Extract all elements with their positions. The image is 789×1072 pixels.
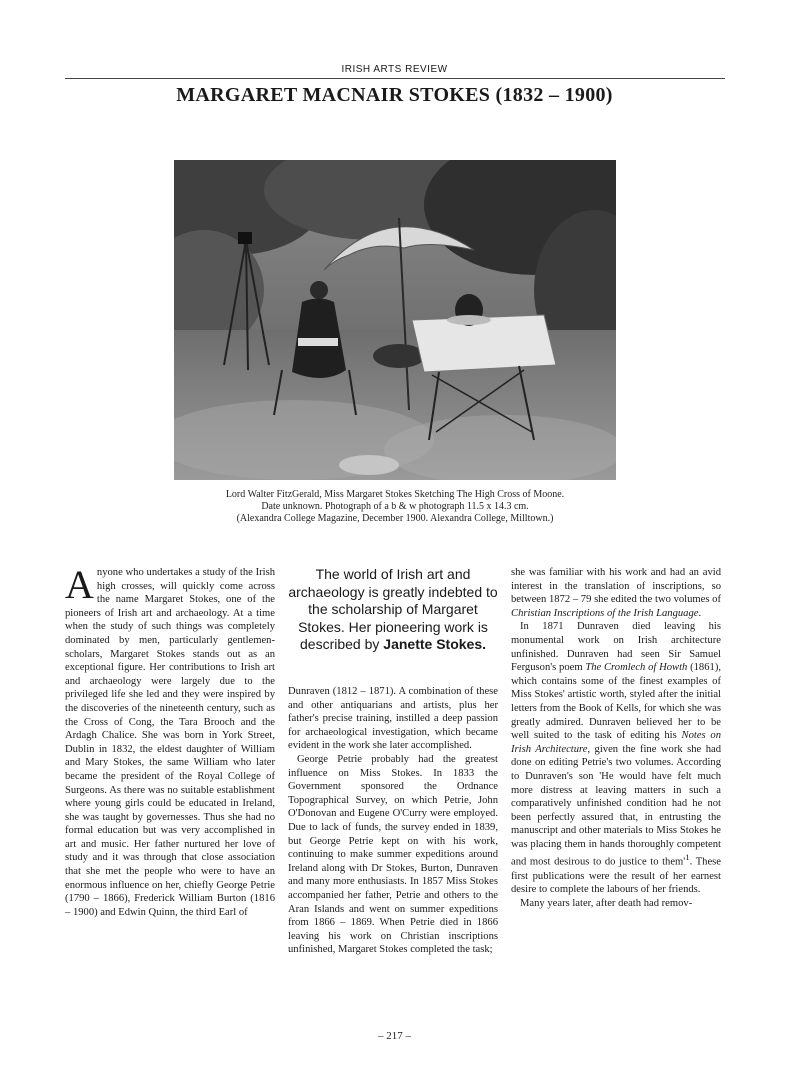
drop-cap: A	[65, 562, 94, 607]
caption-line: Date unknown. Photograph of a b & w photograph 11.5 x 14.3 cm.	[261, 501, 529, 512]
paragraph: she was familiar with his work and had an avid interest in the translation of inscriptions, so between 1872 – 79 she edited the two volumes of Christian Inscriptions of the Irish Language.	[511, 567, 721, 619]
paragraph: George Petrie probably had the greatest influence on Miss Stokes. In 1833 the Government sponsored the Ordnance Topographical Survey, on which Petrie, John O'Donovan and Eugene O'Curry were employed. Due to lack of funds, the survey ended in 1839, but George Petrie kept on with his work, continuing to make summer expeditions around Ireland along with Dr Stokes, Burton, Dunraven and many more enthusiasts. In 1857 Miss Stokes accompanied her father, Petrie and others to the Aran Islands and went on summer expeditions from 1866 – 1869. When Petrie died in 1866 leaving his work on Christian inscriptions unfinished, Margaret Stokes completed the task;	[288, 753, 498, 956]
paragraph: In 1871 Dunraven died leaving his monumental work on Irish architecture unfinished. Dunraven had seen Sir Samuel Ferguson's poem The Cromlech of Howth (1861), which contains some of the finest examples of Miss Stokes' artistic worth, styled after the initial letters from the Book of Kells, for which she was greatly admired. Dunraven believed her to be well suited to the task of editing his Notes on Irish Architecture, given the fine work she had done on editing Petrie's two volumes. According to Dunraven's son 'He would have felt much more distress at leaving matters in such a comparatively unfinished condition had he not been perfectly assured that, in entrusting the manuscript and other materials to Miss Stokes he was placing them in hands thoroughly competent and most desirous to do justice to $them'^1$. These first publications were the result of her earnest desire to complete the labours of her friends.	[511, 621, 722, 896]
book-title: Christian Inscriptions of the Irish Language	[511, 607, 699, 619]
text-column-2	[288, 685, 498, 957]
paragraph: nyone who undertakes a study of the Irish high crosses, will quickly come across the name Margaret Stokes, one of the pioneers of Irish art and archaeology. At a time when the study of such things was completely dominated by men, particularly gentlemen-scholars, Margaret Stokes stands out as an exceptional figure. Her contributions to Irish art and archaeology were largely due to the privileged life she led and they were inspired by the discoveries of the nineteenth century, such as the Cross of Cong, the Tara Brooch and the Ardagh Chalice. She was born in York Street, Dublin in 1832, the eldest daughter of William and Mary Stokes, the same William who later became the president of the Royal College of Surgeons. As there was no suitable establishment where young girls could be educated in Ireland, she was taught by governesses. Thus she had no formal education but was very accomplished in art and music. Her father nurtured her love of study and it was through that close association that she met the people who were to have an enormous influence on her, chiefly George Petrie (1790 – 1866), Frederick William Burton (1816 – 1900) and Edwin Quinn, the third Earl of	[65, 567, 275, 918]
article-title: MARGARET MACNAIR STOKES (1832 – 1900)	[176, 84, 613, 106]
figure-caption	[150, 489, 640, 525]
footnote-marker[interactable]: 1	[685, 852, 690, 863]
header-rule	[65, 78, 725, 79]
pull-quote-text: The world of Irish art and archaeology is greatly indebted to the scholarship of Margaret Stokes. Her pioneering work is described by	[288, 566, 498, 652]
pull-quote	[288, 566, 498, 654]
caption-line: (Alexandra College Magazine, December 1900. Alexandra College, Milltown.)	[236, 513, 554, 524]
text-column-1	[65, 562, 275, 919]
pull-quote-author: Janette Stokes.	[383, 636, 486, 652]
page-number: – 217 –	[378, 1030, 411, 1042]
book-title: The Cromlech of Howth	[585, 662, 688, 674]
book-title: Notes on Irish Architecture	[511, 730, 722, 755]
photograph	[174, 160, 616, 480]
paragraph: Dunraven (1812 – 1871). A combination of these and other antiquarians and artists, plus her father's precise training, instilled a deep passion for archaeological investigation, which became evident in the work she later accomplished.	[288, 686, 498, 752]
caption-line: Lord Walter FitzGerald, Miss Margaret Stokes Sketching The High Cross of Moone.	[225, 489, 565, 500]
paragraph: Many years later, after death had remov-	[520, 897, 693, 909]
text-column-3	[511, 566, 721, 910]
running-head: IRISH ARTS REVIEW	[341, 64, 448, 75]
